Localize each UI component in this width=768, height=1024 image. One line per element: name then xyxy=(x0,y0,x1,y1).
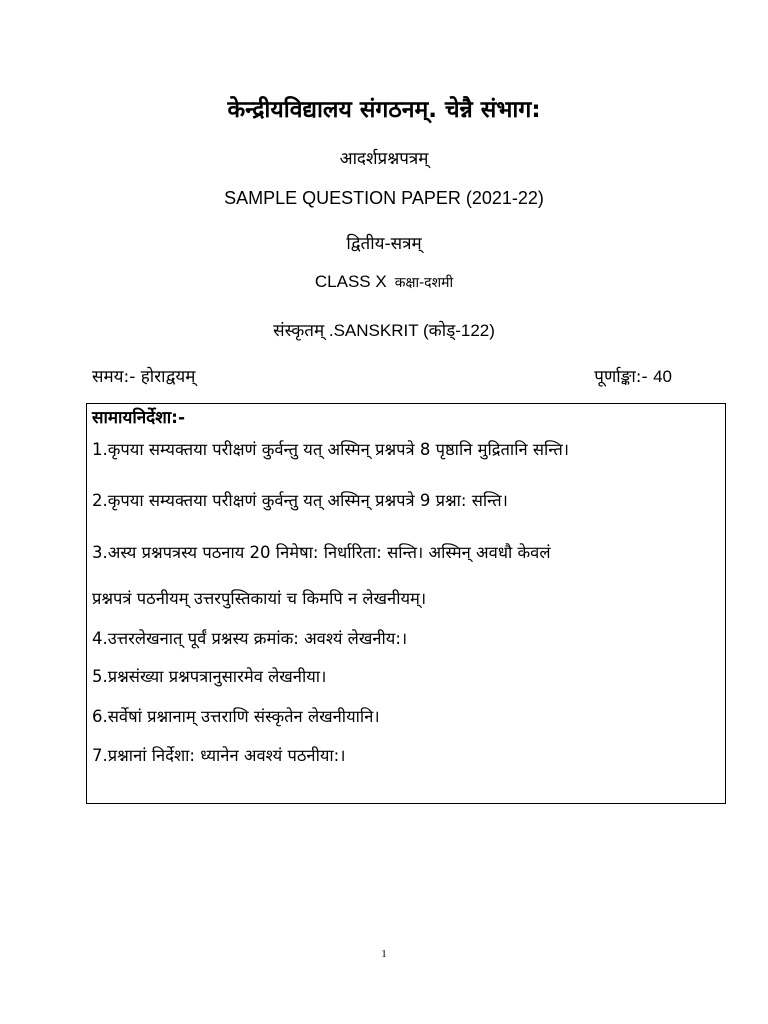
class-line xyxy=(0,272,768,292)
instruction-item: 7.प्रश्नानां निर्देशा: ध्यानेन अवश्यं पठनीया:। xyxy=(92,746,346,765)
instruction-item: 5.प्रश्नसंख्या प्रश्नपत्रानुसारमेव लेखनीया। xyxy=(92,667,327,686)
subject-english-code: .SANSKRIT (कोड्-122) xyxy=(324,321,495,340)
subject-hindi: संस्कृतम् xyxy=(273,321,325,341)
instruction-item: 3.अस्य प्रश्नपत्रस्य पठनाय 20 निमेषा: निर्धारिता: सन्ति। अस्मिन् अवधौ केवलं xyxy=(92,543,551,562)
document-subtitle: आदर्शप्रश्नपत्रम् xyxy=(339,149,429,169)
document-title: केन्द्रीयविद्यालय संगठनम्. चेन्नै संभाग: xyxy=(227,97,541,123)
term-label: द्वितीय-सत्रम् xyxy=(346,234,422,254)
instruction-item: 1.कृपया सम्यक्तया परीक्षणं कुर्वन्तु यत् अस्मिन् प्रश्नपत्रे 8 पृष्ठानि मुद्रितानि सन्ति। xyxy=(92,440,570,459)
max-marks-value: 40 xyxy=(653,367,672,386)
max-marks xyxy=(594,364,672,387)
max-marks-label: पूर्णाङ्का:- xyxy=(594,367,654,387)
time-allowed: समय:- होराद्वयम् xyxy=(92,367,196,387)
paper-title: SAMPLE QUESTION PAPER (2021-22) xyxy=(224,188,544,208)
instructions-heading: सामायनिर्देशा:- xyxy=(92,408,186,428)
general-instructions-box xyxy=(86,403,726,804)
instruction-item: 4.उत्तरलेखनात् पूर्वं प्रश्नस्य क्रमांक: अवश्यं लेखनीय:। xyxy=(92,629,408,648)
instruction-item: 2.कृपया सम्यक्तया परीक्षणं कुर्वन्तु यत् अस्मिन् प्रश्नपत्रे 9 प्रश्ना: सन्ति। xyxy=(92,491,508,510)
instruction-item-continued: प्रश्नपत्रं पठनीयम् उत्तरपुस्तिकायां च किमपि न लेखनीयम्। xyxy=(92,589,427,608)
instruction-item: 6.सर्वेषां प्रश्नानाम् उत्तराणि संस्कृतेन लेखनीयानि। xyxy=(92,707,380,726)
subject-line xyxy=(0,318,768,341)
class-hindi: कक्षा-दशमी xyxy=(394,275,454,291)
class-english: CLASS X xyxy=(314,272,387,291)
page-number: 1 xyxy=(381,948,387,960)
